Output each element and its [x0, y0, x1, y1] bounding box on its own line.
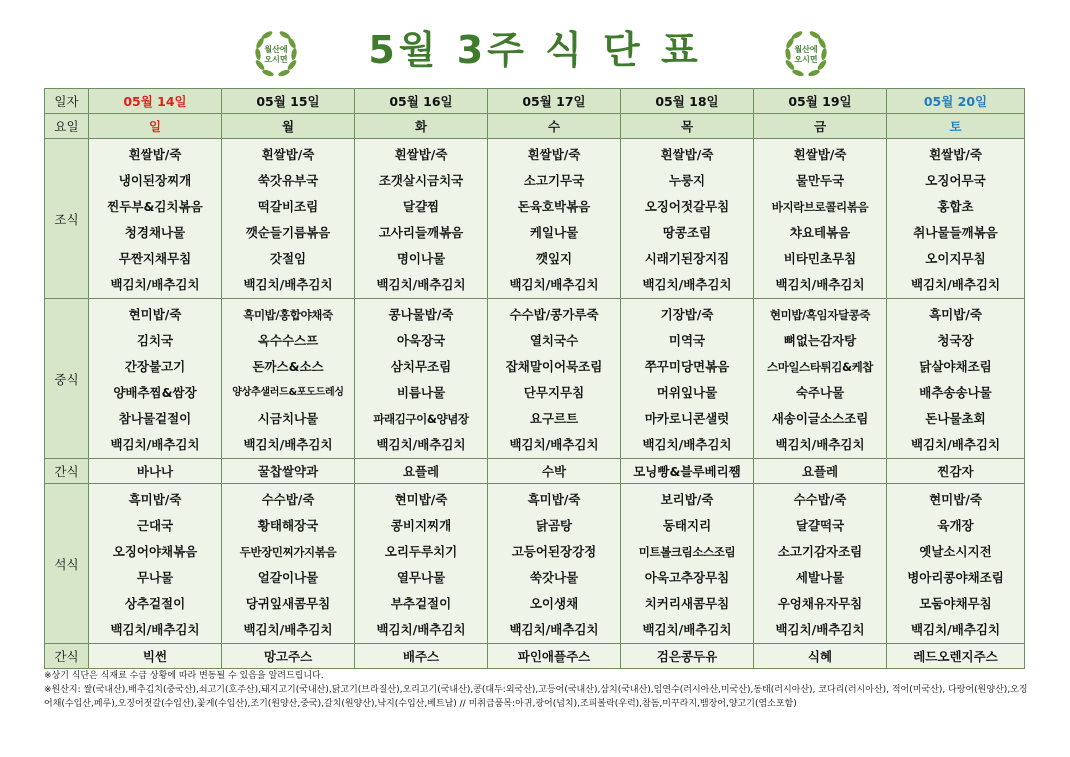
menu-item: 새송이글소스조림	[771, 411, 869, 426]
menu-item: 얼갈이나물	[257, 570, 319, 585]
menu-item: 오징어야채볶음	[112, 544, 198, 559]
logo-text-line2: 오시면	[794, 55, 818, 64]
menu-item: 돈까스&소스	[252, 359, 324, 374]
menu-item: 백김치/배추김치	[376, 437, 466, 452]
menu-items	[887, 139, 1024, 298]
menu-item: 달걀찜	[402, 199, 440, 214]
weekday-cell: 목	[621, 114, 754, 139]
snack2-day-cell: 배주스	[355, 644, 488, 669]
date-cell: 05월 14일	[89, 89, 222, 114]
menu-item: 백김치/배추김치	[642, 437, 732, 452]
menu-item: 누룽지	[668, 173, 706, 188]
menu-items	[222, 484, 354, 643]
menu-item: 육개장	[937, 518, 974, 533]
menu-item: 갓절임	[269, 251, 307, 266]
menu-item: 백김치/배추김치	[775, 277, 865, 292]
menu-item: 쑥갓나물	[529, 570, 579, 585]
menu-item: 오징어무국	[925, 173, 986, 188]
menu-item: 돈나물초회	[925, 411, 986, 426]
menu-item: 요구르트	[529, 411, 579, 426]
note-line: ※원산지: 쌀(국내산),배추김치(중국산),쇠고기(호주산),돼지고기(국내산),닭고기(브라질산),오리고기(국내산),콩(대두:외국산),고등어(국내산),삼치(국내산),임연수(러시아산,미국산),동태(러시아산), 코다리(러시아산), 적어(미국산), 다랑어(원양산),오징어채(수입산,페루),오징어젓갈(수입산),꽃게(수입산),조기(원양산,중국),갈치(원양산),낙지(수입산,베트남) // 미취급품목:아귀,광어(넙치),조피볼락(우럭),참돔,미꾸라지,뱀장어,양고기(염소포함)	[44, 685, 1028, 709]
lunch-day-cell	[621, 299, 754, 459]
menu-item: 보리밥/죽	[660, 492, 714, 507]
menu-item: 백김치/배추김치	[376, 277, 466, 292]
menu-items	[488, 139, 620, 298]
lunch-day-cell	[488, 299, 621, 459]
menu-items	[355, 299, 487, 458]
menu-item: 현미밥/죽	[128, 307, 182, 322]
breakfast-day-cell	[488, 139, 621, 299]
date-cell: 05월 15일	[222, 89, 355, 114]
logo-text-line2: 오시면	[264, 55, 288, 64]
dinner-row	[45, 484, 1025, 644]
snack2-day-cell: 파인애플주스	[488, 644, 621, 669]
menu-item: 현미밥/죽	[394, 492, 448, 507]
menu-item: 근대국	[136, 518, 174, 533]
note-line: ※상기 식단은 식재료 수급 상황에 따라 변동될 수 있음을 알려드립니다.	[44, 671, 324, 681]
menu-item: 마카로니콘샐럿	[644, 411, 730, 426]
snack-label: 간식	[45, 644, 89, 669]
snack1-day-cell: 모닝빵&블루베리쨈	[621, 459, 754, 484]
menu-item: 백김치/배추김치	[110, 277, 200, 292]
breakfast-row	[45, 139, 1025, 299]
dinner-day-cell	[222, 484, 355, 644]
snack-row	[45, 644, 1025, 669]
menu-item: 참나물겉절이	[118, 411, 192, 426]
menu-item: 찐두부&김치볶음	[107, 199, 203, 214]
lunch-day-cell	[355, 299, 488, 459]
snack-row	[45, 459, 1025, 484]
breakfast-day-cell	[887, 139, 1025, 299]
snack1-day-cell: 꿀찹쌀약과	[222, 459, 355, 484]
snack2-day-cell: 레드오렌지주스	[887, 644, 1025, 669]
menu-item: 파래김구이&양념장	[373, 412, 469, 426]
snack1-day-cell: 요플레	[754, 459, 887, 484]
menu-item: 시금치나물	[257, 411, 319, 426]
weekday-label: 요일	[45, 114, 89, 139]
menu-item: 오징어젓갈무침	[644, 199, 730, 214]
menu-item: 흰쌀밥/죽	[660, 147, 714, 162]
menu-item: 흰쌀밥/죽	[793, 147, 847, 162]
menu-item: 수수밥/죽	[261, 492, 315, 507]
menu-item: 흰쌀밥/죽	[527, 147, 581, 162]
menu-item: 흑미밥/홍합야채죽	[243, 308, 333, 322]
breakfast-day-cell	[222, 139, 355, 299]
menu-item: 머위잎나물	[656, 385, 718, 400]
lunch-day-cell	[887, 299, 1025, 459]
menu-item: 백김치/배추김치	[775, 622, 865, 637]
date-cell: 05월 17일	[488, 89, 621, 114]
menu-item: 무나물	[136, 570, 174, 585]
date-cell: 05월 19일	[754, 89, 887, 114]
menu-item: 쭈꾸미당면볶음	[644, 359, 730, 374]
date-label: 일자	[45, 89, 89, 114]
menu-item: 백김치/배추김치	[243, 277, 333, 292]
logo-text-line1: 월산에	[794, 45, 818, 54]
menu-item: 옥수수스프	[257, 333, 319, 348]
menu-item: 백김치/배추김치	[509, 437, 599, 452]
menu-items	[89, 484, 221, 643]
snack2-day-cell: 빅썬	[89, 644, 222, 669]
menu-item: 부추겉절이	[390, 596, 452, 611]
snack1-day-cell: 바나나	[89, 459, 222, 484]
menu-item: 오이지무침	[925, 251, 986, 266]
menu-item: 고등어된장강정	[511, 544, 597, 559]
menu-item: 조갯살시금치국	[378, 173, 464, 188]
menu-item: 백김치/배추김치	[509, 277, 599, 292]
menu-item: 흰쌀밥/죽	[394, 147, 448, 162]
header	[0, 0, 1070, 88]
menu-item: 당귀잎새콤무침	[245, 596, 331, 611]
menu-item: 떡갈비조림	[257, 199, 319, 214]
menu-items	[887, 484, 1024, 643]
menu-item: 모둠야채무침	[919, 596, 992, 611]
menu-item: 소고기무국	[523, 173, 585, 188]
lunch-day-cell	[754, 299, 887, 459]
breakfast-day-cell	[621, 139, 754, 299]
menu-items	[754, 484, 886, 643]
menu-items	[621, 484, 753, 643]
weekday-cell: 일	[89, 114, 222, 139]
menu-item: 백김치/배추김치	[642, 277, 732, 292]
menu-item: 청경채나물	[124, 225, 186, 240]
snack2-day-cell: 검은콩두유	[621, 644, 754, 669]
menu-item: 무짠지채무침	[118, 251, 192, 266]
menu-items	[222, 139, 354, 298]
notes	[44, 669, 1034, 711]
meal-plan-table	[44, 88, 1025, 669]
menu-item: 오이생채	[529, 596, 579, 611]
menu-item: 백김치/배추김치	[910, 437, 1001, 452]
menu-item: 돈육호박볶음	[517, 199, 591, 214]
menu-item: 소고기감자조림	[777, 544, 863, 559]
dinner-day-cell	[488, 484, 621, 644]
date-row	[45, 89, 1025, 114]
menu-item: 백김치/배추김치	[110, 437, 200, 452]
menu-item: 흰쌀밥/죽	[128, 147, 182, 162]
menu-item: 숙주나물	[795, 385, 845, 400]
menu-item: 잡채말이어묵조림	[505, 359, 603, 374]
menu-item: 콩비지찌개	[390, 518, 452, 533]
menu-item: 세발나물	[795, 570, 845, 585]
menu-item: 아욱고추장무침	[644, 570, 730, 585]
weekday-cell: 수	[488, 114, 621, 139]
menu-item: 청국장	[937, 333, 974, 348]
menu-item: 콩나물밥/죽	[388, 307, 454, 322]
dinner-day-cell	[355, 484, 488, 644]
menu-items	[89, 299, 221, 458]
menu-items	[355, 484, 487, 643]
weekday-row	[45, 114, 1025, 139]
breakfast-day-cell	[754, 139, 887, 299]
lunch-day-cell	[222, 299, 355, 459]
menu-items	[355, 139, 487, 298]
menu-item: 열치국수	[529, 333, 579, 348]
menu-item: 케일나물	[529, 225, 579, 240]
menu-item: 취나물들깨볶음	[913, 225, 998, 240]
menu-item: 땅콩조림	[662, 225, 712, 240]
menu-item: 백김치/배추김치	[642, 622, 732, 637]
menu-item: 냉이된장찌개	[118, 173, 192, 188]
snack1-day-cell: 찐감자	[887, 459, 1025, 484]
lunch-label: 중식	[45, 299, 89, 459]
menu-items	[89, 139, 221, 298]
menu-item: 비름나물	[396, 385, 446, 400]
menu-item: 홍합초	[937, 199, 974, 214]
menu-item: 수수밥/죽	[793, 492, 847, 507]
menu-item: 닭곰탕	[535, 518, 573, 533]
menu-items	[222, 299, 354, 458]
leaf-wreath-logo-icon	[780, 28, 832, 80]
menu-items	[621, 139, 753, 298]
breakfast-day-cell	[355, 139, 488, 299]
dinner-label: 석식	[45, 484, 89, 644]
snack2-day-cell: 망고주스	[222, 644, 355, 669]
menu-item: 오리두루치기	[384, 544, 458, 559]
menu-item: 배추송송나물	[919, 385, 992, 400]
menu-item: 깻순들기름볶음	[245, 225, 331, 240]
lunch-day-cell	[89, 299, 222, 459]
menu-items	[488, 299, 620, 458]
menu-item: 비타민초무침	[783, 251, 857, 266]
menu-item: 백김치/배추김치	[509, 622, 599, 637]
menu-item: 고사리들깨볶음	[378, 225, 464, 240]
menu-item: 물만두국	[795, 173, 845, 188]
date-cell: 05월 18일	[621, 89, 754, 114]
menu-item: 황태해장국	[257, 518, 319, 533]
menu-item: 두반장민찌가지볶음	[239, 545, 337, 559]
lunch-row	[45, 299, 1025, 459]
breakfast-label: 조식	[45, 139, 89, 299]
dinner-day-cell	[887, 484, 1025, 644]
menu-item: 미트볼크림소스조림	[638, 545, 736, 559]
snack1-day-cell: 요플레	[355, 459, 488, 484]
menu-item: 양배추찜&쌈장	[113, 385, 197, 400]
date-cell: 05월 20일	[887, 89, 1025, 114]
menu-item: 흑미밥/죽	[929, 307, 982, 322]
menu-item: 흰쌀밥/죽	[929, 147, 982, 162]
menu-item: 달걀떡국	[795, 518, 845, 533]
menu-items	[887, 299, 1024, 458]
dinner-day-cell	[621, 484, 754, 644]
dinner-day-cell	[89, 484, 222, 644]
menu-item: 김치국	[136, 333, 174, 348]
menu-item: 백김치/배추김치	[110, 622, 200, 637]
weekday-cell: 금	[754, 114, 887, 139]
menu-item: 닭살야채조림	[919, 359, 992, 374]
snack2-day-cell: 식혜	[754, 644, 887, 669]
menu-item: 미역국	[668, 333, 706, 348]
menu-item: 뼈없는감자탕	[783, 333, 857, 348]
menu-item: 백김치/배추김치	[243, 437, 333, 452]
weekday-cell: 화	[355, 114, 488, 139]
dinner-day-cell	[754, 484, 887, 644]
menu-items	[621, 299, 753, 458]
menu-item: 백김치/배추김치	[376, 622, 466, 637]
menu-item: 시래기된장지짐	[644, 251, 730, 266]
menu-item: 챠요테볶음	[789, 225, 851, 240]
menu-item: 현미밥/죽	[929, 492, 982, 507]
menu-items	[754, 139, 886, 298]
page-title: 5월 3주 식 단 표	[368, 28, 702, 72]
menu-item: 단무지무침	[523, 385, 585, 400]
weekday-cell: 토	[887, 114, 1025, 139]
menu-item: 간장불고기	[124, 359, 186, 374]
menu-item: 상추겉절이	[124, 596, 186, 611]
menu-item: 아욱장국	[396, 333, 446, 348]
menu-item: 백김치/배추김치	[910, 277, 1001, 292]
weekday-cell: 월	[222, 114, 355, 139]
menu-item: 옛날소시지전	[919, 544, 992, 559]
menu-item: 백김치/배추김치	[910, 622, 1001, 637]
menu-item: 양상추샐러드&포도드레싱	[232, 387, 344, 398]
date-cell: 05월 16일	[355, 89, 488, 114]
menu-items	[754, 299, 886, 458]
breakfast-day-cell	[89, 139, 222, 299]
menu-item: 열무나물	[396, 570, 446, 585]
menu-items	[488, 484, 620, 643]
menu-item: 현미밥/흑임자달콩죽	[769, 308, 871, 322]
menu-item: 백김치/배추김치	[775, 437, 865, 452]
menu-item: 병아리콩야채조림	[907, 570, 1004, 585]
menu-item: 수수밥/콩가루죽	[509, 307, 599, 322]
menu-item: 동태지리	[662, 518, 712, 533]
menu-item: 깻잎지	[535, 251, 573, 266]
menu-item: 흑미밥/죽	[128, 492, 182, 507]
menu-item: 치커리새콤무침	[644, 596, 730, 611]
menu-item: 삼치무조림	[390, 359, 452, 374]
menu-item: 기장밥/죽	[660, 307, 714, 322]
menu-item: 흑미밥/죽	[527, 492, 581, 507]
logo-text-line1: 월산에	[264, 45, 288, 54]
menu-item: 바지락브로콜리볶음	[771, 200, 869, 214]
snack1-day-cell: 수박	[488, 459, 621, 484]
snack-label: 간식	[45, 459, 89, 484]
menu-item: 우엉채유자무침	[777, 596, 863, 611]
menu-item: 백김치/배추김치	[243, 622, 333, 637]
menu-item: 명이나물	[396, 251, 446, 266]
menu-item: 쑥갓유부국	[257, 173, 319, 188]
menu-item: 흰쌀밥/죽	[261, 147, 315, 162]
menu-item: 스마일스타튀김&케찹	[766, 360, 873, 374]
